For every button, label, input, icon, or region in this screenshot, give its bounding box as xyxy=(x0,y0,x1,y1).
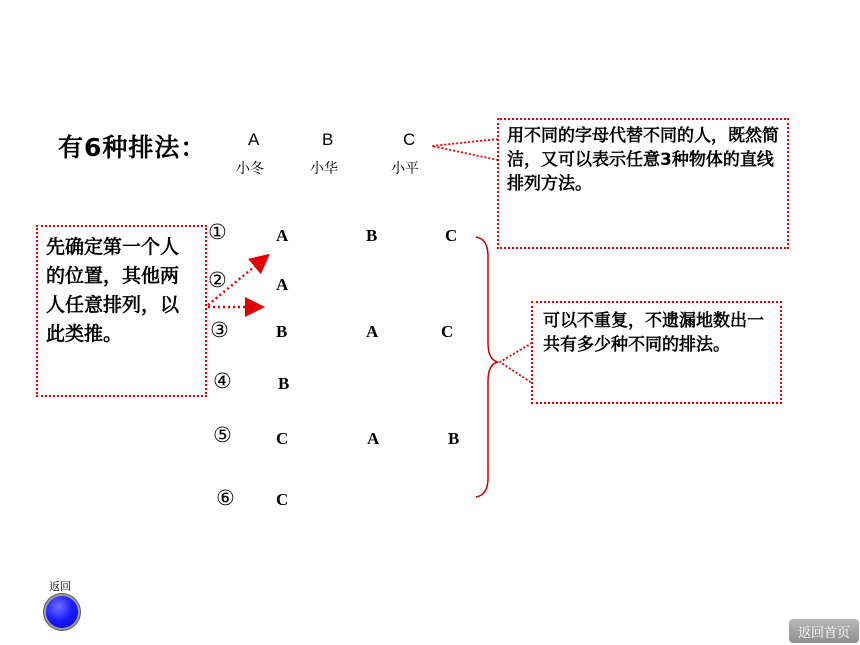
row-number-4: ④ xyxy=(213,369,232,393)
header-letter-b: B xyxy=(322,130,334,149)
note-left-text: 先确定第一个人的位置，其他两人任意排列，以此类推。 xyxy=(46,236,180,345)
row-number-6: ⑥ xyxy=(216,486,235,510)
cell-r2-c1: A xyxy=(276,275,289,294)
cell-r1-c2: B xyxy=(366,226,378,245)
note-left-box xyxy=(36,225,207,397)
header-name-2: 小华 xyxy=(310,161,338,177)
note-right-text: 可以不重复，不遗漏地数出一共有多少种不同的排法。 xyxy=(543,311,764,355)
top-callout-pointer xyxy=(432,139,498,160)
header-letter-a: A xyxy=(248,130,260,149)
cell-r3-c3: C xyxy=(441,322,454,341)
row-number-1: ① xyxy=(208,220,227,244)
cell-r3-c2: A xyxy=(366,322,379,341)
note-top-box xyxy=(497,118,789,249)
cell-r5-c1: C xyxy=(276,429,289,448)
cell-r5-c3: B xyxy=(448,429,460,448)
note-top-text: 用不同的字母代替不同的人，既然简洁，又可以表示任意3种物体的直线排列方法。 xyxy=(507,126,779,194)
row-number-5: ⑤ xyxy=(213,423,232,447)
header-name-3: 小平 xyxy=(391,161,419,177)
header-name-1: 小冬 xyxy=(236,161,264,177)
cell-r3-c1: B xyxy=(276,322,288,341)
cell-r5-c2: A xyxy=(367,429,380,448)
note-right-box xyxy=(531,301,782,404)
page-title: 有6种排法： xyxy=(58,133,207,162)
home-button[interactable]: 返回首页 xyxy=(789,619,859,643)
header-letter-c: C xyxy=(403,130,416,149)
row-number-2: ② xyxy=(208,268,227,292)
brace-shape xyxy=(476,237,498,497)
back-button-label: 返回 xyxy=(49,580,71,593)
row-number-3: ③ xyxy=(210,318,229,342)
cell-r1-c1: A xyxy=(276,226,289,245)
cell-r4-c1: B xyxy=(278,374,290,393)
back-button[interactable] xyxy=(44,594,80,630)
right-callout-pointer xyxy=(500,343,532,383)
cell-r1-c3: C xyxy=(445,226,458,245)
cell-r6-c1: C xyxy=(276,490,289,509)
